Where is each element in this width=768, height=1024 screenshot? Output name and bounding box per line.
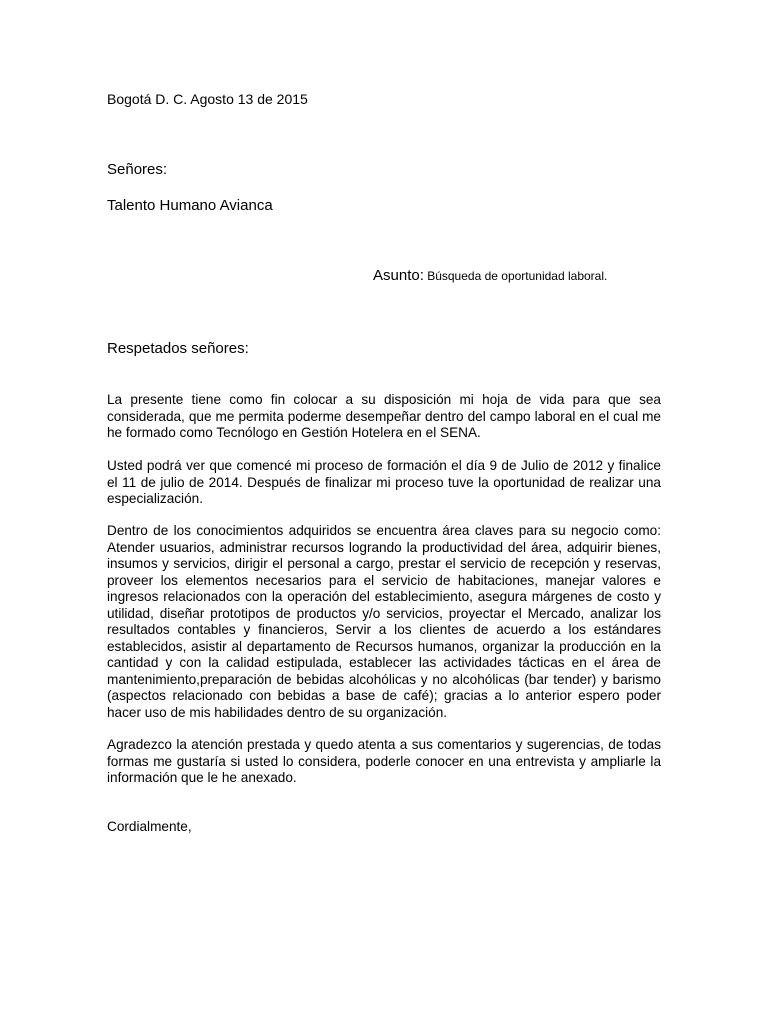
salutation: Respetados señores: [107, 340, 249, 357]
addressee-title: Señores: [107, 161, 168, 178]
addressee-name: Talento Humano Avianca [107, 197, 273, 214]
paragraph-training: Usted podrá ver que comencé mi proceso de formación el día 9 de Julio de 2012 y finalice el 11 de julio de 2014. Después de finalizar mi proceso tuve la oportunidad de realizar una especialización. [107, 458, 661, 506]
letter-date: Bogotá D. C. Agosto 13 de 2015 [107, 91, 308, 107]
paragraph-intro: La presente tiene como fin colocar a su disposición mi hoja de vida para que sea considerada, que me permita poderme desempeñar dentro del campo laboral en el cual me he formado como Tecnólogo en Gestión Hotelera en el SENA. [107, 392, 661, 440]
subject-label: Asunto: [373, 267, 424, 284]
closing: Cordialmente, [107, 819, 192, 834]
paragraph-skills: Dentro de los conocimientos adquiridos se encuentra área claves para su negocio como: Atender usuarios, administrar recursos logrando la productividad del área, adquirir bienes, insumos y servicios, dirigir el personal a cargo, prestar el servicio de recepción y reservas, proveer los elementos necesarios para el servicio de habitaciones, manejar valores e ingresos relacionados con la operación del establecimiento, asegura márgenes de costo y utilidad, diseñar prototipos de productos y/o servicios, proyectar el Mercado, analizar los resultados contables y financieros, Servir a los clientes de acuerdo a los estándares establecidos, asistir al departamento de Recursos humanos, organizar la producción en la cantidad y con la calidad estipulada, establecer las actividades tácticas en el área de mantenimiento,preparación de bebidas alcohólicas y no alcohólicas (bar tender) y barismo (aspectos relacionado con bebidas a base de café); gracias a lo anterior espero poder hacer uso de mis habilidades dentro de su organización. [107, 523, 661, 720]
subject-text: Búsqueda de oportunidad laboral. [423, 269, 608, 283]
paragraph-thanks: Agradezco la atención prestada y quedo atenta a sus comentarios y sugerencias, de todas formas me gustaría si usted lo considera, poderle conocer en una entrevista y ampliarle la información que le he anexado. [107, 737, 661, 785]
subject-line [373, 267, 607, 285]
